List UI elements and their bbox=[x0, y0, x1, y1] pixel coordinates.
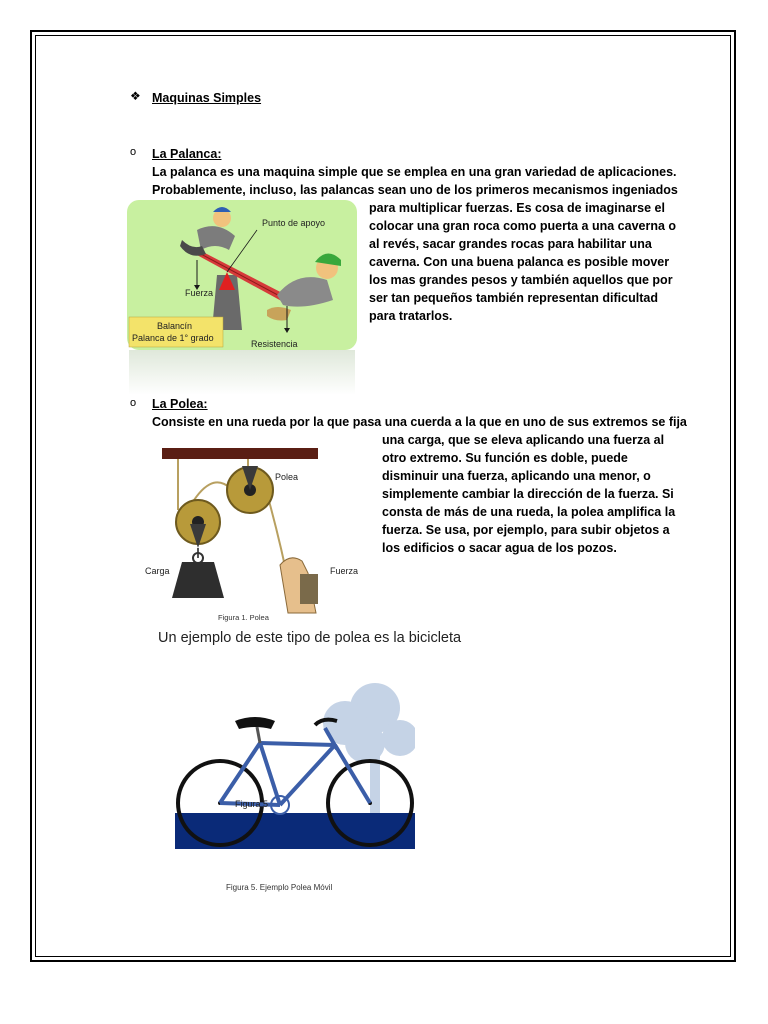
palanca-line: al revés, sacar grandes rocas para habilitar una bbox=[369, 237, 652, 251]
palanca-heading: La Palanca: bbox=[152, 147, 222, 161]
polea-line: Consiste en una rueda por la que pasa una cuerda a la que en uno de sus extremos se fija bbox=[152, 415, 687, 429]
punto-de-apoyo-label: Punto de apoyo bbox=[262, 218, 326, 228]
palanca-line: Probablemente, incluso, las palancas sean uno de los primeros mecanismos ingeniados bbox=[152, 183, 678, 197]
page-title: Maquinas Simples bbox=[152, 91, 262, 105]
fuerza-label: Fuerza bbox=[330, 566, 359, 576]
figure-caption: Figura 1. Polea bbox=[218, 613, 269, 622]
polea-label: Polea bbox=[275, 472, 299, 482]
diamond-bullet-icon: ❖ bbox=[130, 89, 141, 103]
palanca-line: para multiplicar fuerzas. Es cosa de imaginarse el bbox=[369, 201, 665, 215]
fuerza-label: Fuerza bbox=[185, 288, 214, 298]
palanca-grado-label: Palanca de 1° grado bbox=[132, 333, 214, 343]
palanca-line: para tratarlos. bbox=[369, 309, 453, 323]
bicicleta-text: Un ejemplo de este tipo de polea es la bicicleta bbox=[158, 630, 462, 646]
pulley-illustration bbox=[140, 440, 375, 625]
palanca-line: los mas grandes pesos y también aquellos que por bbox=[369, 273, 673, 287]
polea-line: una carga, que se eleva aplicando una fuerza al bbox=[382, 433, 665, 447]
palanca-line: ser tan pequeños también representan dificultad bbox=[369, 291, 658, 305]
polea-line: fuerza. Se usa, por ejemplo, para subir objetos a bbox=[382, 523, 670, 537]
palanca-line: La palanca es una maquina simple que se emplea en una gran variedad de aplicaciones. bbox=[152, 165, 677, 179]
polea-line: simplemente cambiar la dirección de la fuerza. Si bbox=[382, 487, 674, 501]
figura-inner-label: Figura 5 bbox=[235, 799, 269, 809]
polea-line: otro extremo. Su función es doble, puede bbox=[382, 451, 628, 465]
palanca-line: colocar una gran roca como puerta a una caverna o bbox=[369, 219, 677, 233]
circle-bullet-icon: o bbox=[130, 146, 137, 158]
polea-line: consta de más de una rueda, la polea amplifica la bbox=[382, 505, 676, 519]
circle-bullet-icon: o bbox=[130, 397, 137, 409]
polea-line: disminuir una fuerza, aplicando una menor, o bbox=[382, 469, 651, 483]
carga-label: Carga bbox=[145, 566, 170, 576]
resistencia-label: Resistencia bbox=[251, 339, 298, 349]
bicycle-caption: Figura 5. Ejemplo Polea Móvil bbox=[226, 883, 333, 892]
polea-heading: La Polea: bbox=[152, 397, 208, 411]
balancin-label: Balancín bbox=[157, 321, 193, 331]
bicycle-illustration bbox=[175, 683, 415, 849]
polea-line: los edificios o sacar agua de los pozos. bbox=[382, 541, 617, 555]
palanca-line: caverna. Con una buena palanca es posible mover bbox=[369, 255, 670, 269]
lever-illustration bbox=[127, 200, 357, 395]
